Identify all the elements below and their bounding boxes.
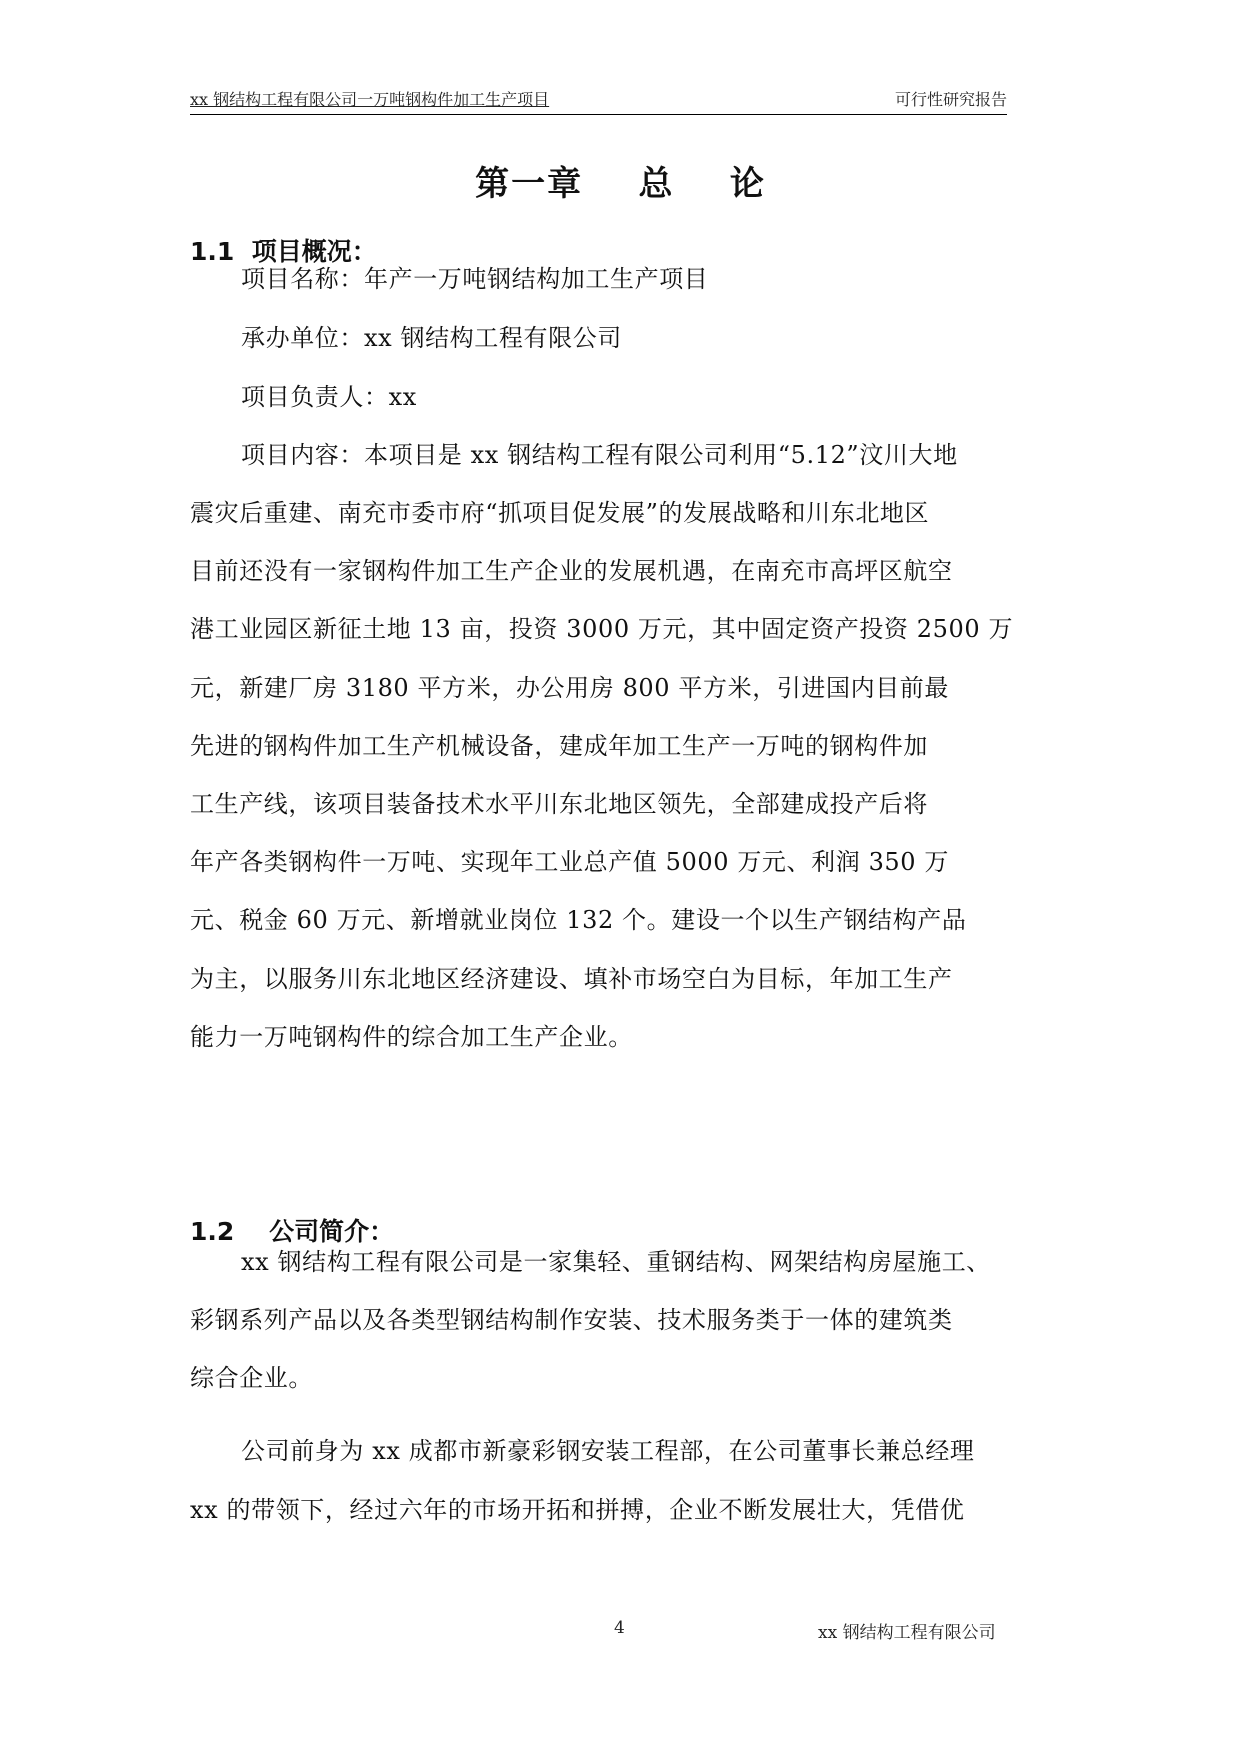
- paragraph-line: 元，新建厂房 3180 平方米，办公用房 800 平方米，引进国内目前最: [190, 674, 950, 702]
- paragraph-line: 震灾后重建、南充市委市府“抓项目促发展”的发展战略和川东北地区: [190, 499, 930, 527]
- footer-company: xx 钢结构工程有限公司: [818, 1623, 996, 1643]
- chapter-title: 第一章 总 论: [475, 164, 766, 204]
- paragraph-line: 彩钢系列产品以及各类型钢结构制作安装、技术服务类于一体的建筑类: [190, 1306, 953, 1334]
- section-heading-1-1: 1.1 项目概况：: [190, 237, 377, 266]
- paragraph-line: 先进的钢构件加工生产机械设备，建成年加工生产一万吨的钢构件加: [190, 732, 928, 760]
- paragraph-line: 公司前身为 xx 成都市新豪彩钢安装工程部，在公司董事长兼总经理: [241, 1437, 975, 1465]
- paragraph-line: 项目内容：本项目是 xx 钢结构工程有限公司利用“5.12”汶川大地: [241, 441, 958, 469]
- paragraph-line: 年产各类钢构件一万吨、实现年工业总产值 5000 万元、利润 350 万: [190, 848, 950, 876]
- paragraph-line: 项目负责人：xx: [241, 383, 417, 411]
- paragraph-line: 元、税金 60 万元、新增就业岗位 132 个。建设一个以生产钢结构产品: [190, 906, 967, 934]
- header-report-type: 可行性研究报告: [894, 90, 1007, 109]
- paragraph-line: 为主，以服务川东北地区经济建设、填补市场空白为目标，年加工生产: [190, 965, 953, 993]
- section-heading-1-2: 1.2 公司简介：: [190, 1217, 395, 1246]
- paragraph-line: 工生产线，该项目装备技术水平川东北地区领先，全部建成投产后将: [190, 790, 928, 818]
- paragraph-line: 港工业园区新征土地 13 亩，投资 3000 万元，其中固定资产投资 2500 万: [190, 615, 1014, 643]
- paragraph-line: xx 的带领下，经过六年的市场开拓和拼搏，企业不断发展壮大，凭借优: [190, 1496, 965, 1524]
- header-project-title: xx 钢结构工程有限公司一万吨钢构件加工生产项目: [190, 90, 550, 109]
- paragraph-line: 承办单位：xx 钢结构工程有限公司: [241, 324, 622, 352]
- paragraph-line: 项目名称：年产一万吨钢结构加工生产项目: [241, 265, 709, 293]
- paragraph-line: xx 钢结构工程有限公司是一家集轻、重钢结构、网架结构房屋施工、: [241, 1248, 991, 1276]
- page-header: [190, 86, 1007, 115]
- page-number: 4: [614, 1618, 625, 1638]
- paragraph-line: 综合企业。: [190, 1364, 313, 1392]
- paragraph-line: 目前还没有一家钢构件加工生产企业的发展机遇，在南充市高坪区航空: [190, 557, 953, 585]
- paragraph-line: 能力一万吨钢构件的综合加工生产企业。: [190, 1023, 633, 1051]
